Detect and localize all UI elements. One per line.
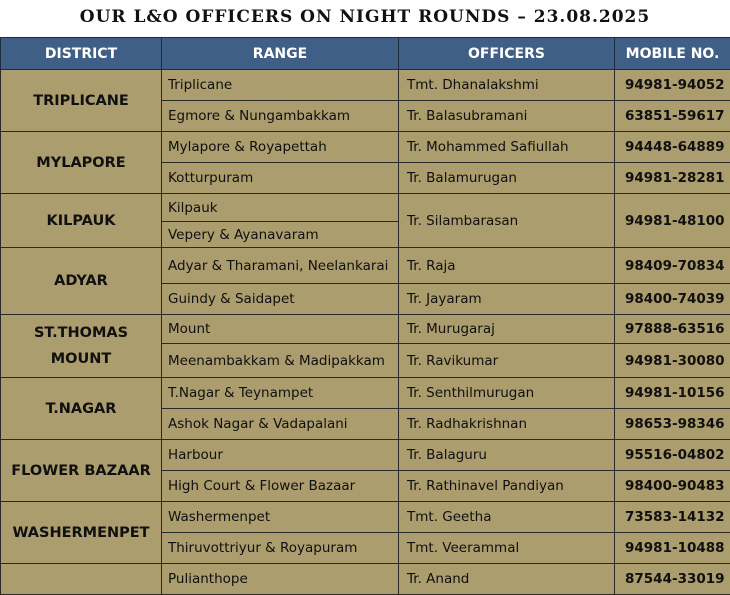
page-title: OUR L&O OFFICERS ON NIGHT ROUNDS – 23.08.2025 <box>0 0 730 36</box>
header-mobile: MOBILE NO. <box>615 38 730 70</box>
table-row <box>1 70 730 101</box>
mobile-cell: 98409-70834 <box>615 248 730 284</box>
officer-cell: Tmt. Dhanalakshmi <box>399 70 615 101</box>
range-cell: Vepery & Ayanavaram <box>162 222 399 248</box>
officer-cell: Tr. Balamurugan <box>399 163 615 194</box>
range-cell: Meenambakkam & Madipakkam <box>162 344 399 378</box>
table-row <box>1 315 730 344</box>
mobile-cell: 98653-98346 <box>615 409 730 440</box>
mobile-cell: 97888-63516 <box>615 315 730 344</box>
header-range: RANGE <box>162 38 399 70</box>
table-row <box>1 440 730 471</box>
officer-cell: Tmt. Veerammal <box>399 533 615 564</box>
mobile-cell: 94981-10156 <box>615 378 730 409</box>
officer-cell: Tr. Radhakrishnan <box>399 409 615 440</box>
table-row <box>1 132 730 163</box>
table-row <box>1 564 730 595</box>
officer-cell: Tr. Balasubramani <box>399 101 615 132</box>
range-cell: Kotturpuram <box>162 163 399 194</box>
district-cell <box>1 564 162 595</box>
range-cell: Pulianthope <box>162 564 399 595</box>
range-cell: Egmore & Nungambakkam <box>162 101 399 132</box>
table-row <box>1 378 730 409</box>
mobile-cell: 94981-48100 <box>615 194 730 248</box>
officer-cell: Tr. Jayaram <box>399 284 615 315</box>
header-district: DISTRICT <box>1 38 162 70</box>
officer-cell: Tr. Raja <box>399 248 615 284</box>
range-cell: Mount <box>162 315 399 344</box>
officer-cell: Tr. Rathinavel Pandiyan <box>399 471 615 502</box>
officer-cell: Tr. Murugaraj <box>399 315 615 344</box>
mobile-cell: 94448-64889 <box>615 132 730 163</box>
range-cell: Guindy & Saidapet <box>162 284 399 315</box>
officer-cell: Tr. Senthilmurugan <box>399 378 615 409</box>
mobile-cell: 98400-74039 <box>615 284 730 315</box>
district-cell: ADYAR <box>1 248 162 315</box>
officer-cell: Tr. Mohammed Safiullah <box>399 132 615 163</box>
officer-cell: Tmt. Geetha <box>399 502 615 533</box>
mobile-cell: 98400-90483 <box>615 471 730 502</box>
mobile-cell: 63851-59617 <box>615 101 730 132</box>
officer-cell: Tr. Silambarasan <box>399 194 615 248</box>
district-cell: MYLAPORE <box>1 132 162 194</box>
mobile-cell: 87544-33019 <box>615 564 730 595</box>
range-cell: Mylapore & Royapettah <box>162 132 399 163</box>
range-cell: T.Nagar & Teynampet <box>162 378 399 409</box>
district-cell: KILPAUK <box>1 194 162 248</box>
mobile-cell: 94981-28281 <box>615 163 730 194</box>
range-cell: High Court & Flower Bazaar <box>162 471 399 502</box>
district-cell: ST.THOMAS MOUNT <box>1 315 162 378</box>
table-row <box>1 248 730 284</box>
table-header-row <box>1 38 730 70</box>
mobile-cell: 94981-10488 <box>615 533 730 564</box>
mobile-cell: 95516-04802 <box>615 440 730 471</box>
officer-cell: Tr. Ravikumar <box>399 344 615 378</box>
officer-cell: Tr. Anand <box>399 564 615 595</box>
range-cell: Adyar & Tharamani, Neelankarai <box>162 248 399 284</box>
mobile-cell: 94981-30080 <box>615 344 730 378</box>
district-cell: WASHERMENPET <box>1 502 162 564</box>
mobile-cell: 94981-94052 <box>615 70 730 101</box>
officer-cell: Tr. Balaguru <box>399 440 615 471</box>
header-officers: OFFICERS <box>399 38 615 70</box>
range-cell: Harbour <box>162 440 399 471</box>
range-cell: Thiruvottriyur & Royapuram <box>162 533 399 564</box>
district-cell: TRIPLICANE <box>1 70 162 132</box>
officers-table <box>0 37 730 595</box>
table-row <box>1 194 730 222</box>
range-cell: Ashok Nagar & Vadapalani <box>162 409 399 440</box>
range-cell: Kilpauk <box>162 194 399 222</box>
range-cell: Washermenpet <box>162 502 399 533</box>
district-cell: T.NAGAR <box>1 378 162 440</box>
range-cell: Triplicane <box>162 70 399 101</box>
district-cell: FLOWER BAZAAR <box>1 440 162 502</box>
table-row <box>1 502 730 533</box>
mobile-cell: 73583-14132 <box>615 502 730 533</box>
